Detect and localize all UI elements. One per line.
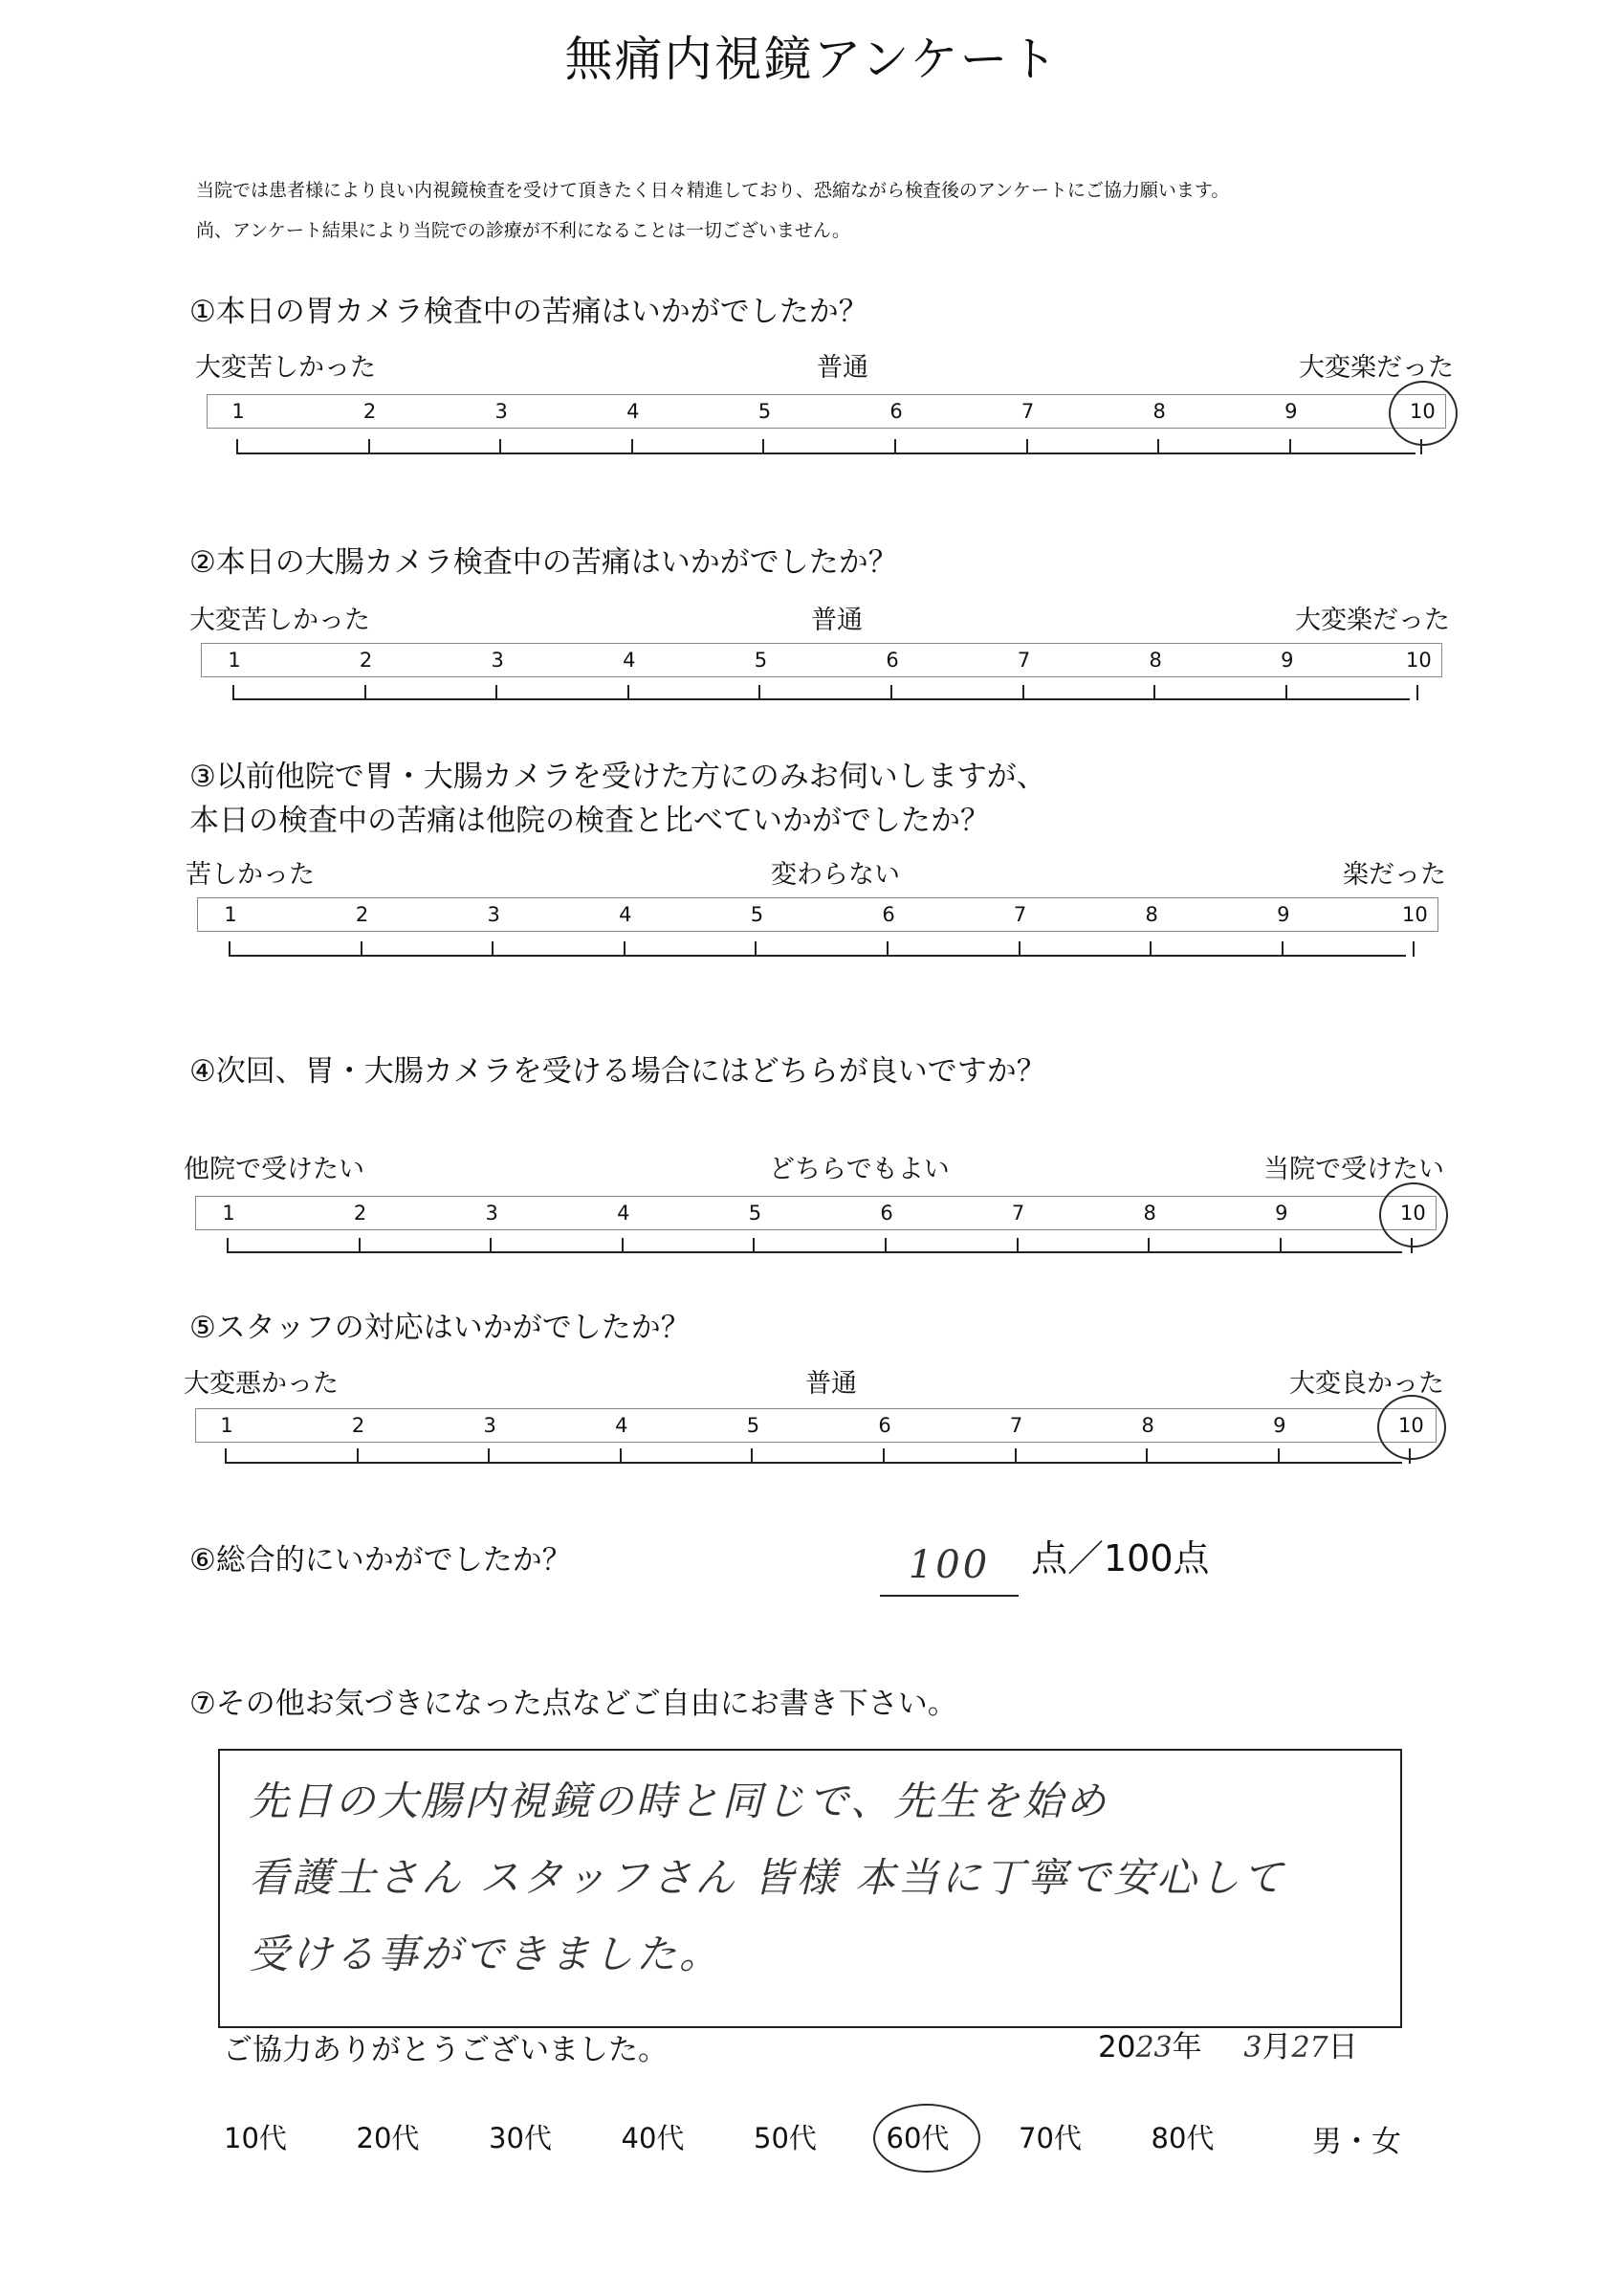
q1-option-6[interactable]: 6 [889, 400, 903, 423]
q2-tick-6 [890, 685, 892, 700]
q2-tick-4 [627, 685, 629, 700]
q4-tick-4 [622, 1238, 624, 1253]
q2-tick-10 [1416, 685, 1418, 700]
date-year-label: 年 [1172, 2030, 1202, 2064]
q5-tick-4 [620, 1448, 622, 1464]
q1-tick-2 [368, 439, 370, 454]
q2-right-label: 大変楽だった [1295, 606, 1450, 635]
q1-option-7[interactable]: 7 [1020, 400, 1035, 423]
age-selected-circle [873, 2104, 980, 2173]
intro-line-1: 当院では患者様により良い内視鏡検査を受けて頂きたく日々精進しており、恐縮ながら検査後のアンケートにご協力願います。 [196, 180, 1230, 201]
q1-option-10[interactable]: 10 [1410, 400, 1436, 423]
q1-option-1[interactable]: 1 [231, 400, 245, 423]
gender-options[interactable]: 男・女 [1312, 2125, 1401, 2159]
q1-option-5[interactable]: 5 [757, 400, 772, 423]
date-year-written: 23 [1135, 2031, 1173, 2064]
q1-scale [207, 394, 1446, 429]
q4-tick-3 [490, 1238, 492, 1253]
q4-tick-6 [885, 1238, 887, 1253]
q4-text: ④次回、胃・大腸カメラを受ける場合にはどちらが良いですか？ [189, 1054, 1046, 1089]
q1-axis-line [237, 453, 1416, 454]
survey-title: 無痛内視鏡アンケート [564, 32, 1060, 87]
q3-option-8[interactable]: 8 [1145, 903, 1158, 926]
q4-tick-2 [359, 1238, 361, 1253]
q4-center-label: どちらでもよい [769, 1155, 950, 1184]
q3-left-label: 苦しかった [186, 860, 315, 890]
q3-option-9[interactable]: 9 [1277, 903, 1290, 926]
q3-tick-5 [755, 941, 757, 957]
q5-tick-8 [1146, 1448, 1148, 1464]
q1-option-4[interactable]: 4 [626, 400, 640, 423]
q3-tick-6 [887, 941, 889, 957]
q2-option-4[interactable]: 4 [623, 649, 636, 672]
q3-option-2[interactable]: 2 [355, 903, 369, 926]
q2-option-10[interactable]: 10 [1406, 649, 1432, 672]
q2-option-9[interactable]: 9 [1281, 649, 1294, 672]
q1-center-label: 普通 [817, 353, 868, 383]
q1-selected-circle [1389, 381, 1458, 446]
q4-option-7[interactable]: 7 [1011, 1202, 1025, 1225]
q5-option-8[interactable]: 8 [1141, 1414, 1154, 1437]
age-option-80代[interactable]: 80代 [1151, 2122, 1215, 2154]
q2-tick-3 [495, 685, 497, 700]
q2-center-label: 普通 [811, 606, 863, 635]
q2-text: ②本日の大腸カメラ検査中の苦痛はいかがでしたか？ [189, 545, 898, 580]
q1-right-label: 大変楽だった [1299, 353, 1454, 383]
q2-tick-2 [364, 685, 366, 700]
q4-option-10[interactable]: 10 [1400, 1202, 1426, 1225]
q3-axis-line [230, 955, 1406, 957]
q2-option-7[interactable]: 7 [1017, 649, 1031, 672]
q1-tick-5 [762, 439, 764, 454]
q4-tick-7 [1017, 1238, 1019, 1253]
q4-left-label: 他院で受けたい [184, 1155, 364, 1184]
q5-text: ⑤スタッフの対応はいかがでしたか？ [189, 1311, 691, 1345]
q1-option-2[interactable]: 2 [362, 400, 377, 423]
q2-option-2[interactable]: 2 [359, 649, 373, 672]
q5-option-7[interactable]: 7 [1009, 1414, 1023, 1437]
q5-option-6[interactable]: 6 [878, 1414, 891, 1437]
q3-right-label: 楽だった [1343, 860, 1446, 890]
q3-option-7[interactable]: 7 [1013, 903, 1027, 926]
q5-tick-9 [1278, 1448, 1280, 1464]
q2-option-8[interactable]: 8 [1149, 649, 1162, 672]
q5-right-label: 大変良かった [1289, 1369, 1444, 1399]
q4-option-1[interactable]: 1 [222, 1202, 235, 1225]
age-option-30代[interactable]: 30代 [489, 2122, 552, 2154]
q5-option-10[interactable]: 10 [1398, 1414, 1424, 1437]
q4-option-2[interactable]: 2 [353, 1202, 367, 1225]
q6-suffix: 点／100点 [1031, 1537, 1210, 1579]
q2-option-6[interactable]: 6 [886, 649, 899, 672]
q3-tick-2 [361, 941, 362, 957]
age-option-50代[interactable]: 50代 [754, 2122, 817, 2154]
q2-tick-8 [1153, 685, 1155, 700]
comment-box[interactable] [218, 1749, 1402, 2028]
comment-line-1: 先日の大腸内視鏡の時と同じで、先生を始め [249, 1777, 1109, 1824]
q1-option-9[interactable]: 9 [1284, 400, 1298, 423]
q4-selected-circle [1379, 1182, 1448, 1247]
date-month-label: 月 [1262, 2030, 1292, 2064]
q5-tick-6 [883, 1448, 885, 1464]
thanks-text: ご協力ありがとうございました。 [223, 2033, 668, 2067]
q5-tick-5 [751, 1448, 753, 1464]
q5-tick-2 [357, 1448, 359, 1464]
q1-tick-9 [1289, 439, 1291, 454]
q3-tick-4 [624, 941, 625, 957]
q5-option-4[interactable]: 4 [615, 1414, 628, 1437]
q2-left-label: 大変苦しかった [189, 606, 370, 635]
q1-tick-6 [894, 439, 896, 454]
q5-axis-line [226, 1462, 1402, 1464]
q7-text: ⑦その他お気づきになった点などご自由にお書き下さい。 [189, 1687, 957, 1721]
q4-option-9[interactable]: 9 [1275, 1202, 1288, 1225]
q2-tick-1 [232, 685, 234, 700]
q5-center-label: 普通 [805, 1369, 857, 1399]
age-option-60代[interactable]: 60代 [886, 2122, 950, 2154]
q5-tick-1 [225, 1448, 227, 1464]
q2-option-1[interactable]: 1 [228, 649, 241, 672]
q4-option-5[interactable]: 5 [748, 1202, 762, 1225]
q3-tick-8 [1150, 941, 1152, 957]
q1-tick-3 [499, 439, 501, 454]
intro-line-2: 尚、アンケート結果により当院での診療が不利になることは一切ございません。 [196, 220, 851, 241]
q2-option-5[interactable]: 5 [754, 649, 768, 672]
q2-tick-7 [1022, 685, 1024, 700]
comment-line-2: 看護士さん スタッフさん 皆様 本当に丁寧で安心して [249, 1854, 1286, 1901]
q3-text: ③以前他院で胃・大腸カメラを受けた方にのみお伺いしますが、 [189, 760, 1046, 794]
q5-option-2[interactable]: 2 [351, 1414, 365, 1437]
q6-score-written[interactable]: 100 [908, 1543, 991, 1587]
q3-tick-1 [229, 941, 230, 957]
q5-option-5[interactable]: 5 [746, 1414, 760, 1437]
q1-tick-8 [1157, 439, 1159, 454]
q3-text-2: 本日の検査中の苦痛は他院の検査と比べていかがでしたか？ [189, 804, 990, 838]
q3-option-10[interactable]: 10 [1402, 903, 1428, 926]
q3-option-3[interactable]: 3 [487, 903, 500, 926]
q5-scale [195, 1408, 1437, 1443]
q6-text: ⑥総合的にいかがでしたか？ [189, 1543, 572, 1578]
q3-scale [197, 897, 1438, 932]
age-option-20代[interactable]: 20代 [356, 2122, 420, 2154]
q4-tick-1 [227, 1238, 229, 1253]
q2-tick-5 [758, 685, 760, 700]
comment-line-3: 受ける事ができました。 [249, 1931, 723, 1977]
q5-option-9[interactable]: 9 [1273, 1414, 1286, 1437]
q1-left-label: 大変苦しかった [195, 353, 376, 383]
q1-tick-7 [1026, 439, 1028, 454]
q4-option-6[interactable]: 6 [880, 1202, 893, 1225]
q1-option-3[interactable]: 3 [494, 400, 508, 423]
q3-tick-10 [1413, 941, 1415, 957]
date-field[interactable] [1098, 2022, 1358, 2065]
q4-axis-line [228, 1251, 1402, 1253]
q5-option-3[interactable]: 3 [483, 1414, 496, 1437]
q3-tick-7 [1019, 941, 1020, 957]
age-option-40代[interactable]: 40代 [621, 2122, 685, 2154]
q4-option-3[interactable]: 3 [485, 1202, 498, 1225]
q3-option-4[interactable]: 4 [619, 903, 632, 926]
age-option-70代[interactable]: 70代 [1019, 2122, 1082, 2154]
q3-option-1[interactable]: 1 [224, 903, 237, 926]
q4-tick-5 [753, 1238, 755, 1253]
q3-center-label: 変わらない [771, 860, 900, 890]
date-day-written: 27 [1291, 2031, 1328, 2064]
q1-tick-4 [631, 439, 633, 454]
q1-option-8[interactable]: 8 [1152, 400, 1166, 423]
q4-scale [195, 1196, 1437, 1230]
q5-tick-3 [488, 1448, 490, 1464]
q3-tick-3 [492, 941, 494, 957]
q2-scale [201, 643, 1442, 677]
date-month-written: 3 [1243, 2031, 1262, 2064]
q4-tick-9 [1280, 1238, 1282, 1253]
q3-tick-9 [1282, 941, 1284, 957]
q6-score-underline [880, 1595, 1019, 1597]
q3-option-5[interactable]: 5 [750, 903, 764, 926]
q4-option-4[interactable]: 4 [617, 1202, 630, 1225]
q5-selected-circle [1377, 1395, 1446, 1460]
date-day-label: 日 [1328, 2030, 1358, 2064]
q1-text: ①本日の胃カメラ検査中の苦痛はいかがでしたか？ [189, 295, 868, 329]
age-option-10代[interactable]: 10代 [224, 2122, 287, 2154]
q2-axis-line [233, 698, 1410, 700]
q4-right-label: 当院で受けたい [1263, 1155, 1444, 1184]
q5-option-1[interactable]: 1 [220, 1414, 233, 1437]
date-prefix: 20 [1098, 2030, 1136, 2064]
q2-tick-9 [1285, 685, 1287, 700]
q4-tick-8 [1148, 1238, 1150, 1253]
q4-option-8[interactable]: 8 [1143, 1202, 1156, 1225]
q3-option-6[interactable]: 6 [882, 903, 895, 926]
q5-tick-7 [1015, 1448, 1017, 1464]
q5-left-label: 大変悪かった [184, 1369, 339, 1399]
q2-option-3[interactable]: 3 [491, 649, 504, 672]
q1-tick-1 [236, 439, 238, 454]
